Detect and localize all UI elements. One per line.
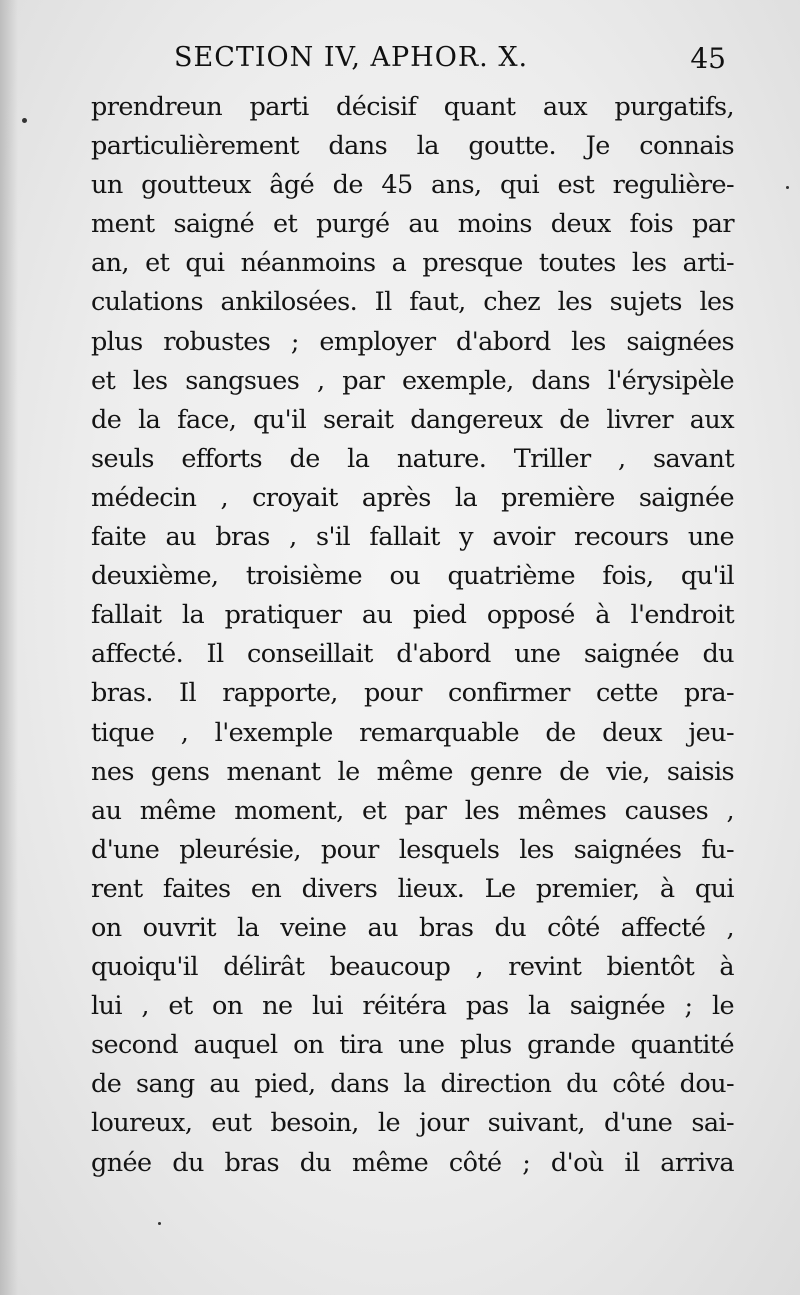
text-line: de sang au pied, dans la direction du côté dou- xyxy=(91,1069,734,1100)
text-line: médecin , croyait après la première saignée xyxy=(91,482,734,513)
text-line: particulièrement dans la goutte. Je connais xyxy=(91,131,734,162)
page-gutter-shadow xyxy=(0,0,18,1295)
text-line: loureux, eut besoin, le jour suivant, d'une sai- xyxy=(91,1108,734,1139)
text-line: nes gens menant le même genre de vie, saisis xyxy=(91,756,734,787)
text-line: et les sangsues , par exemple, dans l'érysipèle xyxy=(91,365,734,396)
text-line: affecté. Il conseillait d'abord une saignée du xyxy=(91,639,734,670)
text-line: quoiqu'il délirât beaucoup , revint bientôt à xyxy=(91,952,734,983)
text-line: plus robustes ; employer d'abord les saignées xyxy=(91,326,734,357)
text-line: an, et qui néanmoins a presque toutes les arti- xyxy=(91,248,734,279)
text-line: lui , et on ne lui réitéra pas la saignée ; le xyxy=(91,991,734,1022)
text-line: un goutteux âgé de 45 ans, qui est regulière- xyxy=(91,170,734,201)
text-line: ment saigné et purgé au moins deux fois par xyxy=(91,209,734,240)
text-line: on ouvrit la veine au bras du côté affecté , xyxy=(91,912,734,943)
running-title: SECTION IV, APHOR. X. xyxy=(174,42,529,73)
page-number: 45 xyxy=(690,42,726,75)
text-line: gnée du bras du même côté ; d'où il arriva xyxy=(91,1147,734,1178)
ink-speck xyxy=(786,186,789,189)
text-line: bras. Il rapporte, pour confirmer cette pra- xyxy=(91,678,734,709)
ink-speck xyxy=(158,1222,161,1225)
text-line: seuls efforts de la nature. Triller , savant xyxy=(91,443,734,474)
text-line: au même moment, et par les mêmes causes , xyxy=(91,795,734,826)
text-line: prendreun parti décisif quant aux purgatifs, xyxy=(91,92,734,122)
running-head xyxy=(92,38,732,84)
text-line: culations ankilosées. Il faut, chez les sujets les xyxy=(91,287,734,318)
text-line: second auquel on tira une plus grande quantité xyxy=(91,1030,734,1061)
body-text xyxy=(91,88,734,1183)
text-line: rent faites en divers lieux. Le premier, à qui xyxy=(91,873,734,904)
text-line: tique , l'exemple remarquable de deux jeu- xyxy=(91,717,734,748)
text-line: deuxième, troisième ou quatrième fois, qu'il xyxy=(91,561,734,592)
text-line: d'une pleurésie, pour lesquels les saignées fu- xyxy=(91,834,734,865)
ink-speck xyxy=(22,118,27,123)
text-line: fallait la pratiquer au pied opposé à l'endroit xyxy=(91,600,734,631)
text-line: faite au bras , s'il fallait y avoir recours une xyxy=(91,522,734,553)
text-line: de la face, qu'il serait dangereux de livrer aux xyxy=(91,404,734,435)
